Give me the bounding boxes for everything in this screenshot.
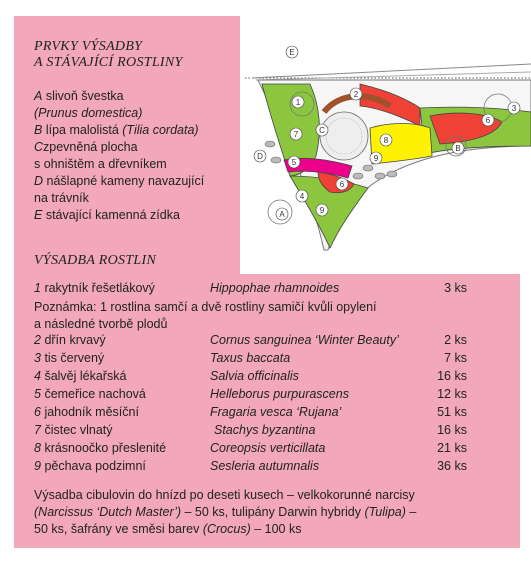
label-7: 7: [293, 130, 299, 139]
label-8: 8: [383, 136, 389, 145]
element-a: A slivoň švestka: [34, 89, 124, 103]
element-a-latin: (Prunus domestica): [34, 106, 143, 120]
plant-row-5: 5 čemeřice nachová Helleborus purpurascens 12 ks: [34, 387, 467, 401]
element-e: E stávající kamenná zídka: [34, 208, 180, 222]
element-d-cont: na trávník: [34, 191, 89, 205]
planting-heading: VÝSADBA ROSTLIN: [34, 253, 157, 268]
label-e: E: [289, 48, 295, 57]
bulbs-line-1: Výsadba cibulovin do hnízd po deseti kusech – velkokorunné narcisy: [34, 488, 415, 502]
plant-row-9: 9 pěchava podzimní Sesleria autumnalis 36 ks: [34, 459, 467, 473]
note-line-2: a následné tvorbě plodů: [34, 317, 168, 331]
label-9b: 9: [319, 206, 325, 215]
plant-row-2: 2 dřín krvavý Cornus sanguinea ‘Winter Beauty’ 2 ks: [34, 333, 467, 347]
label-3: 3: [511, 104, 517, 113]
label-5: 5: [291, 158, 297, 167]
plant-row-1: 1 rakytník řešetlákový Hippophae rhamnoides 3 ks: [34, 281, 467, 295]
plant-row-7: 7 čistec vlnatý Stachys byzantina 16 ks: [34, 423, 467, 437]
gravel-circle: [320, 112, 368, 160]
garden-plan: [240, 36, 531, 274]
plant-row-8: 8 krásnoočko přeslenité Coreopsis verticillata 21 ks: [34, 441, 467, 455]
label-2: 2: [353, 90, 359, 99]
label-9: 9: [373, 154, 379, 163]
element-c: Czpevněná plocha: [34, 140, 138, 154]
label-4: 4: [299, 192, 305, 201]
label-1: 1: [295, 98, 301, 107]
label-d: D: [257, 152, 263, 161]
bulbs-line-2: (Narcissus ‘Dutch Master’) – 50 ks, tulipány Darwin hybridy (Tulipa) –: [34, 505, 417, 519]
bulbs-line-3: 50 ks, šafrány ve směsi barev (Crocus) – 100 ks: [34, 522, 302, 536]
plant-row-6: 6 jahodník měsíční Fragaria vesca ‘Rujana’ 51 ks: [34, 405, 467, 419]
element-b: B lípa malolistá (Tilia cordata): [34, 123, 199, 137]
label-c: C: [319, 126, 325, 135]
elements-heading-1: PRVKY VÝSADBY: [34, 39, 143, 54]
label-b: B: [455, 144, 461, 153]
label-6: 6: [485, 116, 491, 125]
plant-row-4: 4 šalvěj lékařská Salvia officinalis 16 ks: [34, 369, 467, 383]
element-c-cont: s ohništěm a dřevníkem: [34, 157, 167, 171]
label-a: A: [279, 210, 285, 219]
label-6b: 6: [339, 180, 345, 189]
plant-row-3: 3 tis červený Taxus baccata 7 ks: [34, 351, 467, 365]
element-d: D nášlapné kameny navazující: [34, 174, 205, 188]
note-line-1: Poznámka: 1 rostlina samčí a dvě rostliny samičí kvůli opylení: [34, 300, 377, 314]
elements-heading-2: A STÁVAJÍCÍ ROSTLINY: [34, 55, 183, 70]
